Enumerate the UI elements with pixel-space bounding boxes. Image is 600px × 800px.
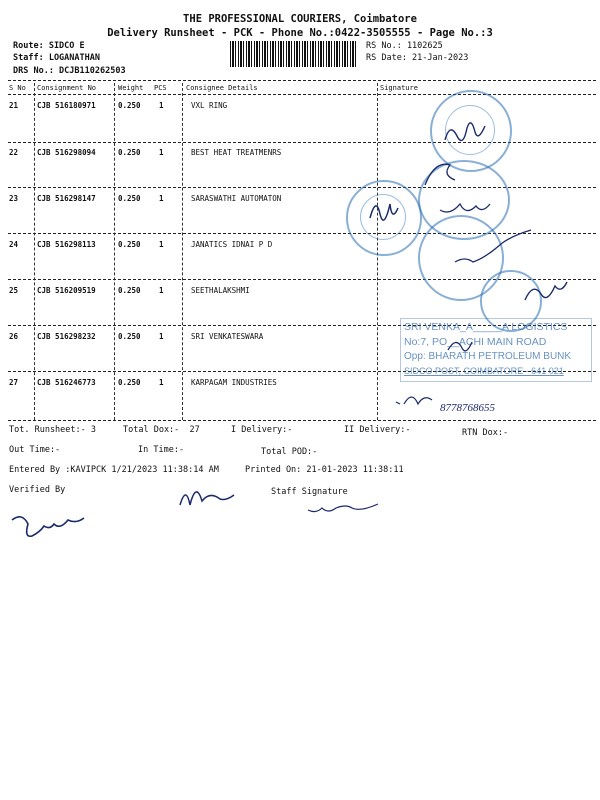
staff-signature-label: Staff Signature bbox=[271, 487, 348, 497]
stamp-line-1: SRI VENKA_A_____A LOGISTICS bbox=[404, 321, 568, 333]
verified-by-label: Verified By bbox=[9, 485, 66, 495]
row-consignment: CJB 516298094 bbox=[37, 148, 96, 157]
handwritten-phone: 8778768655 bbox=[440, 402, 495, 414]
document-title: THE PROFESSIONAL COURIERS, Coimbatore bbox=[183, 13, 417, 25]
row-sno: 23 bbox=[9, 194, 19, 203]
total-pod: Total POD:- bbox=[261, 447, 318, 457]
row-consignee: SEETHALAKSHMI bbox=[191, 286, 250, 295]
row-pcs: 1 bbox=[159, 378, 164, 387]
row-pcs: 1 bbox=[159, 101, 164, 110]
row-weight: 0.250 bbox=[118, 194, 141, 203]
row-consignment: CJB 516298113 bbox=[37, 240, 96, 249]
ii-delivery: II Delivery:- bbox=[344, 425, 411, 435]
row-pcs: 1 bbox=[159, 194, 164, 203]
row-sno: 26 bbox=[9, 332, 19, 341]
col-header-consignee: Consignee Details bbox=[186, 84, 258, 92]
rtn-dox: RTN Dox:- bbox=[462, 428, 509, 438]
row-weight: 0.250 bbox=[118, 378, 141, 387]
row-consignee: KARPAGAM INDUSTRIES bbox=[191, 378, 277, 387]
row-consignment: CJB 516298232 bbox=[37, 332, 96, 341]
row-pcs: 1 bbox=[159, 148, 164, 157]
col-header-consignment: Consignment No bbox=[37, 84, 97, 92]
total-dox: Total Dox:- 27 bbox=[123, 425, 200, 435]
row-consignment: CJB 516246773 bbox=[37, 378, 96, 387]
out-time: Out Time:- bbox=[9, 445, 61, 455]
row-pcs: 1 bbox=[159, 240, 164, 249]
row-sno: 22 bbox=[9, 148, 19, 157]
row-consignment: CJB 516298147 bbox=[37, 194, 96, 203]
drs-number: DRS No.: DCJB110262503 bbox=[13, 66, 126, 76]
col-header-sno: S No bbox=[9, 84, 26, 92]
col-header-pcs: PCS bbox=[154, 84, 167, 92]
row-sno: 21 bbox=[9, 101, 19, 110]
printed-on: Printed On: 21-01-2023 11:38:11 bbox=[245, 465, 404, 475]
row-pcs: 1 bbox=[159, 286, 164, 295]
stamp-line-2: No:7, PO__ACHI MAIN ROAD bbox=[404, 336, 547, 348]
row-consignee: SRI VENKATESWARA bbox=[191, 332, 264, 341]
row-consignee: BEST HEAT TREATMENRS bbox=[191, 148, 282, 157]
row-consignment: CJB 516209519 bbox=[37, 286, 96, 295]
col-header-signature: Signature bbox=[380, 84, 418, 92]
row-sno: 27 bbox=[9, 378, 19, 387]
row-weight: 0.250 bbox=[118, 240, 141, 249]
stamp-line-4: SIDCO POST, COIMBATORE - 641 021 bbox=[404, 366, 564, 376]
row-consignment: CJB 516180971 bbox=[37, 101, 96, 110]
col-header-weight: Weight bbox=[118, 84, 144, 92]
row-weight: 0.250 bbox=[118, 286, 141, 295]
row-consignee: SARASWATHI AUTOMATON bbox=[191, 194, 282, 203]
rs-number: RS No.: 1102625 bbox=[366, 41, 443, 51]
row-sno: 24 bbox=[9, 240, 19, 249]
stamp-line-3: Opp: BHARATH PETROLEUM BUNK bbox=[404, 351, 572, 362]
total-runsheet: Tot. Runsheet:- 3 bbox=[9, 425, 96, 435]
row-weight: 0.250 bbox=[118, 332, 141, 341]
i-delivery: I Delivery:- bbox=[231, 425, 293, 435]
document-subtitle: Delivery Runsheet - PCK - Phone No.:0422-3505555 - Page No.:3 bbox=[107, 27, 493, 39]
row-sno: 25 bbox=[9, 286, 19, 295]
rs-date: RS Date: 21-Jan-2023 bbox=[366, 53, 469, 63]
row-consignee: JANATICS IDNAI P D bbox=[191, 240, 273, 249]
in-time: In Time:- bbox=[138, 445, 185, 455]
route-label: Route: SIDCO E bbox=[13, 41, 85, 51]
row-pcs: 1 bbox=[159, 332, 164, 341]
row-weight: 0.250 bbox=[118, 101, 141, 110]
row-weight: 0.250 bbox=[118, 148, 141, 157]
row-consignee: VXL RING bbox=[191, 101, 228, 110]
entered-by: Entered By :KAVIPCK 1/21/2023 11:38:14 AM bbox=[9, 465, 219, 475]
staff-label: Staff: LOGANATHAN bbox=[13, 53, 100, 63]
